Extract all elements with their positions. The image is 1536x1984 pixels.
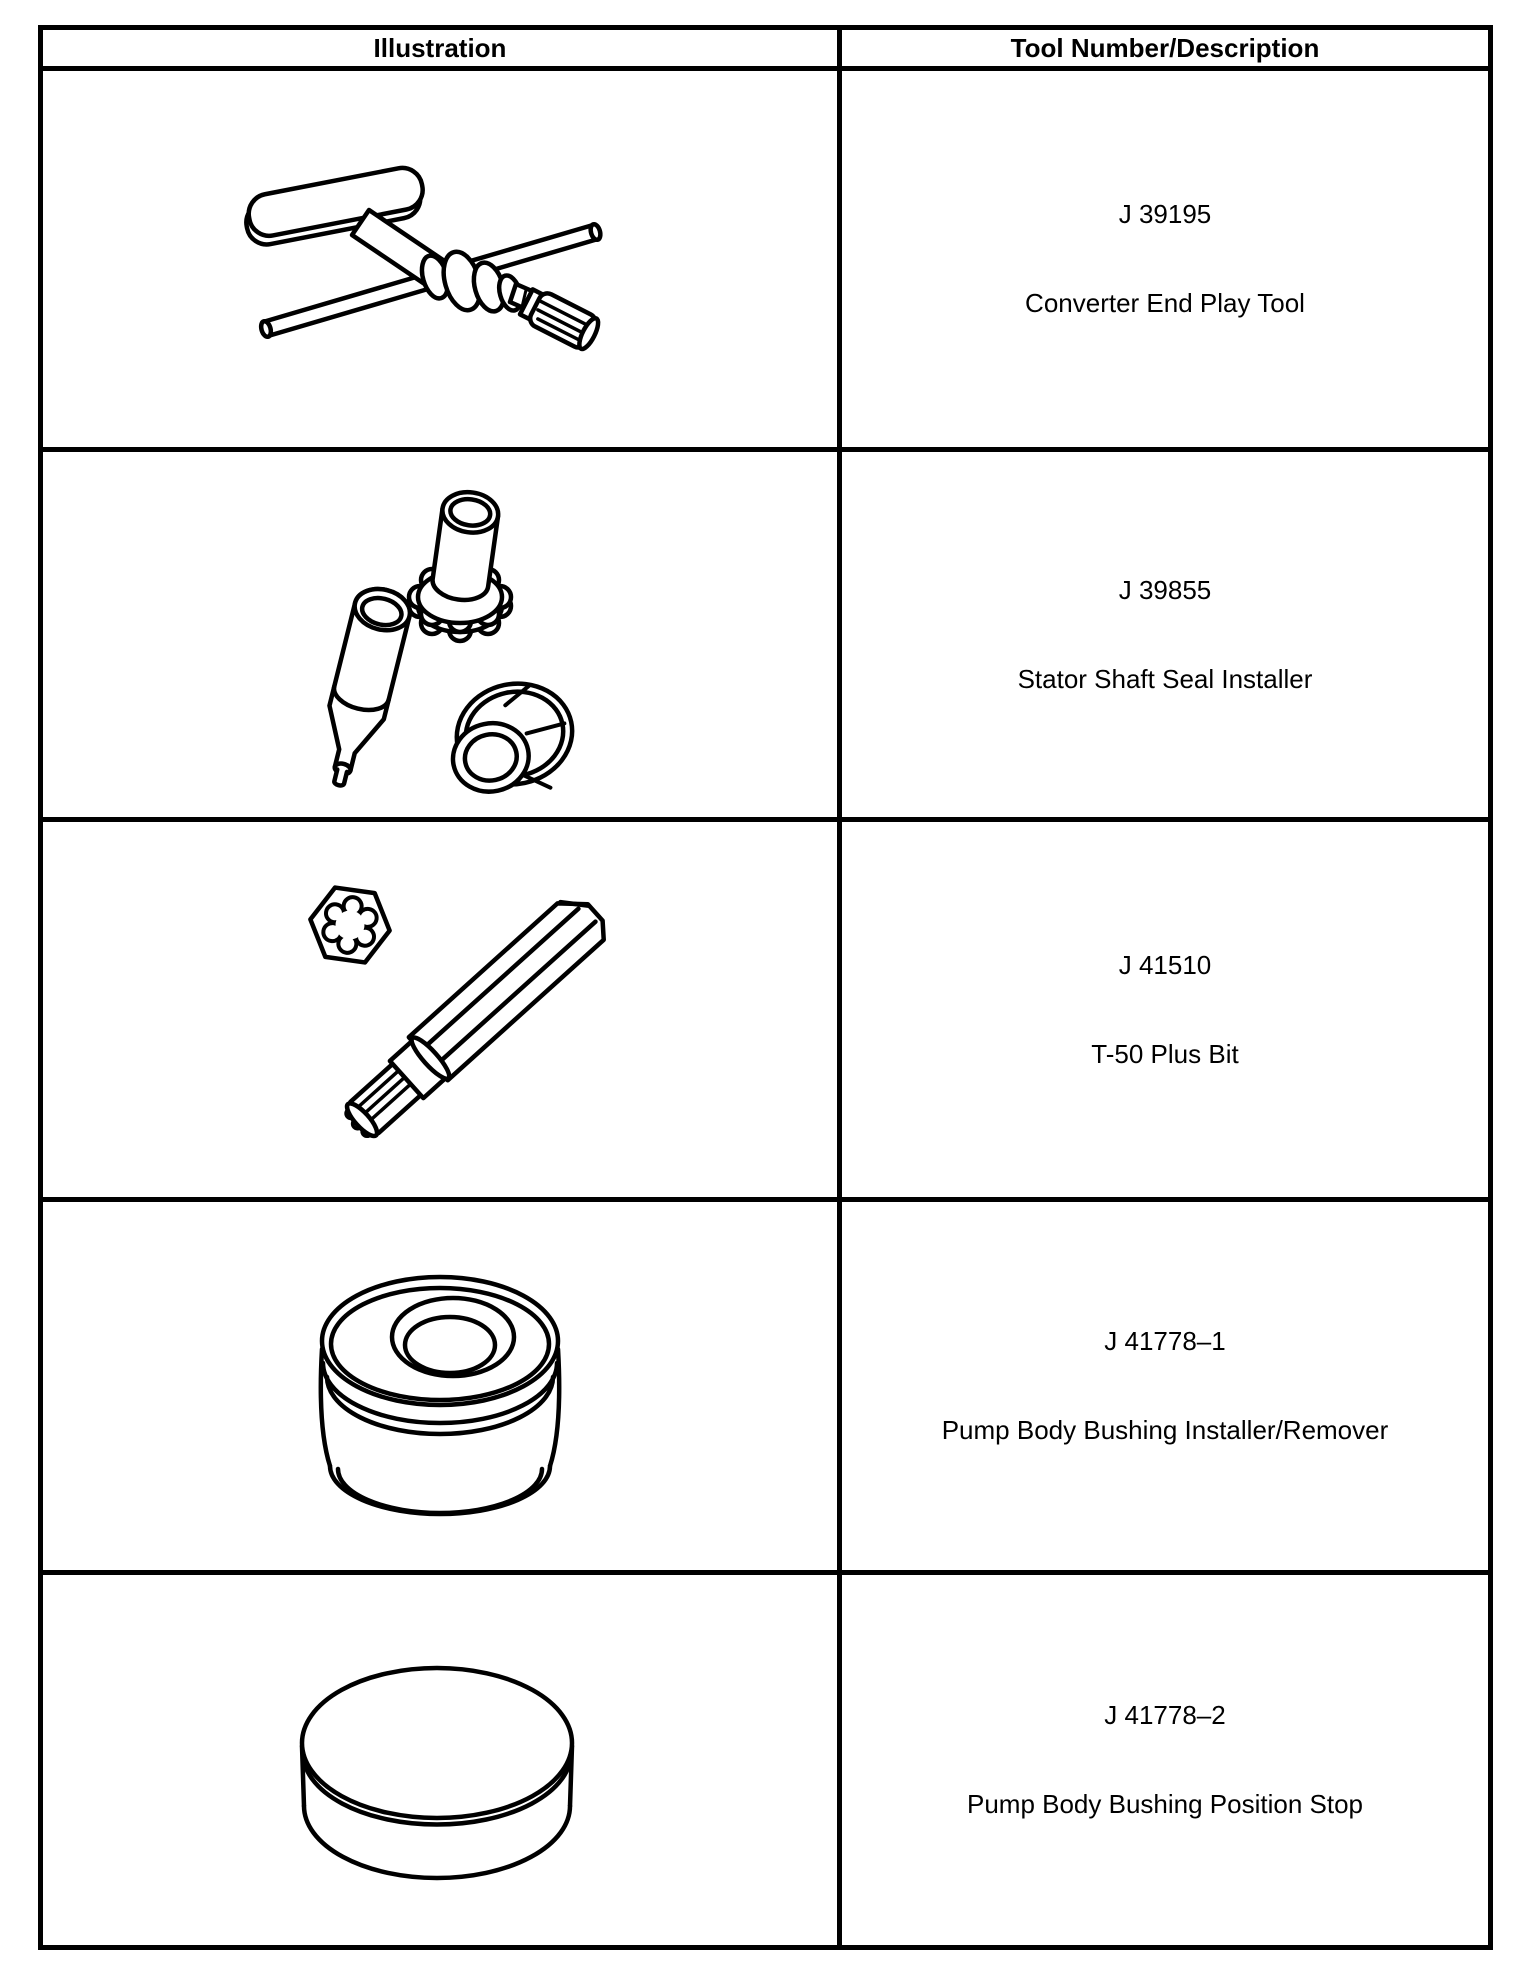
installer-tube: [430, 488, 500, 603]
tool-description: Stator Shaft Seal Installer: [1017, 663, 1313, 694]
tool-number: J 39855: [1118, 574, 1212, 605]
illustration-cell-row3: [43, 817, 842, 1197]
pump-body-bushing-position-stop-illustration: [280, 1638, 600, 1883]
tool-number: J 39195: [1118, 199, 1212, 230]
description-cell-row4: [842, 1197, 1488, 1570]
header-tool-number-description-label: Tool Number/Description: [1010, 33, 1320, 63]
hex-body: [409, 888, 613, 1080]
special-tools-table: [38, 25, 1493, 1950]
converter-end-play-tool-illustration: [230, 144, 650, 374]
disc-top-face: [302, 1668, 572, 1818]
header-illustration: [43, 30, 842, 66]
seal-hub: [440, 673, 584, 806]
tool-description: Pump Body Bushing Installer/Remover: [941, 1415, 1389, 1445]
illustration-cell-row5: [43, 1570, 842, 1945]
tool-number: J 41778–2: [1104, 1700, 1226, 1731]
bottom-arc: [330, 1466, 550, 1514]
tool-number: J 41778–1: [1104, 1326, 1226, 1357]
header-tool-number-description: [842, 30, 1488, 66]
t-50-plus-bit-illustration: [265, 850, 615, 1170]
illustration-cell-row1: [43, 66, 842, 447]
tool-description: Pump Body Bushing Position Stop: [966, 1789, 1364, 1819]
description-cell-row1: [842, 66, 1488, 447]
collar-cluster: [417, 247, 524, 314]
pump-body-bushing-installer-illustration: [290, 1241, 590, 1531]
illustration-cell-row4: [43, 1197, 842, 1570]
tool-description: T-50 Plus Bit: [1091, 1038, 1239, 1069]
header-illustration-label: Illustration: [373, 33, 507, 63]
driver-handle: [311, 583, 414, 792]
description-cell-row5: [842, 1570, 1488, 1945]
tool-number: J 41510: [1118, 949, 1212, 980]
description-cell-row3: [842, 817, 1488, 1197]
tool-description: Converter End Play Tool: [1025, 288, 1305, 318]
illustration-cell-row2: [43, 447, 842, 817]
bit-end-view: [306, 884, 395, 964]
stator-shaft-seal-installer-illustration: [275, 455, 605, 815]
description-cell-row2: [842, 447, 1488, 817]
splined-tip: [518, 286, 602, 353]
